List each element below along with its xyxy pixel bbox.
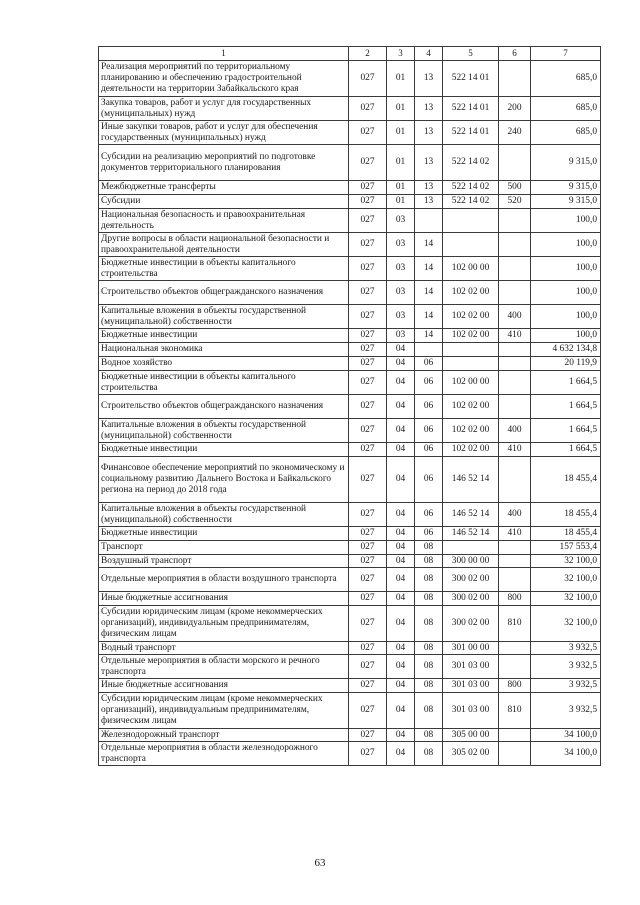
item-name: Финансовое обеспечение мероприятий по экономическому и социальному развитию Дальнего Востока и Байкальского региона на период до 2018 года (99, 457, 349, 503)
code-expense-type (499, 642, 531, 655)
item-name: Закупка товаров, работ и услуг для государственных (муниципальных) нужд (99, 97, 349, 121)
table-row (99, 357, 601, 371)
code-ministry: 027 (349, 742, 387, 766)
item-name: Другие вопросы в области национальной безопасности и правоохранительной деятельности (99, 233, 349, 257)
code-target: 522 14 01 (443, 121, 499, 145)
code-target: 522 14 01 (443, 61, 499, 97)
code-ministry: 027 (349, 503, 387, 527)
code-expense-type: 520 (499, 195, 531, 209)
code-subsection: 14 (415, 305, 443, 329)
code-expense-type (499, 568, 531, 592)
code-target (443, 357, 499, 371)
table-row (99, 419, 601, 443)
table-row (99, 503, 601, 527)
code-target: 300 00 00 (443, 555, 499, 568)
code-target: 301 03 00 (443, 693, 499, 729)
code-expense-type (499, 343, 531, 357)
amount: 3 932,5 (531, 693, 601, 729)
code-target: 300 02 00 (443, 592, 499, 606)
code-ministry: 027 (349, 592, 387, 606)
column-header: 3 (387, 47, 415, 61)
code-expense-type (499, 655, 531, 679)
code-section: 01 (387, 195, 415, 209)
amount: 18 455,4 (531, 457, 601, 503)
item-name: Бюджетные инвестиции (99, 443, 349, 457)
code-expense-type: 410 (499, 527, 531, 541)
code-ministry: 027 (349, 209, 387, 233)
amount: 18 455,4 (531, 527, 601, 541)
code-section: 03 (387, 281, 415, 305)
code-expense-type (499, 233, 531, 257)
code-target: 305 00 00 (443, 729, 499, 742)
code-target: 522 14 01 (443, 97, 499, 121)
code-section: 04 (387, 357, 415, 371)
code-expense-type: 810 (499, 693, 531, 729)
code-subsection: 08 (415, 642, 443, 655)
code-subsection: 06 (415, 371, 443, 395)
item-name: Капитальные вложения в объекты государственной (муниципальной) собственности (99, 305, 349, 329)
code-section: 03 (387, 233, 415, 257)
code-ministry: 027 (349, 329, 387, 343)
code-expense-type (499, 541, 531, 555)
code-ministry: 027 (349, 457, 387, 503)
table-row (99, 121, 601, 145)
table-row (99, 555, 601, 568)
code-section: 04 (387, 729, 415, 742)
code-subsection: 13 (415, 121, 443, 145)
table-row (99, 606, 601, 642)
code-subsection: 08 (415, 541, 443, 555)
code-ministry: 027 (349, 61, 387, 97)
amount: 685,0 (531, 97, 601, 121)
amount: 1 664,5 (531, 371, 601, 395)
code-ministry: 027 (349, 655, 387, 679)
code-section: 04 (387, 395, 415, 419)
code-target: 300 02 00 (443, 606, 499, 642)
code-section: 03 (387, 329, 415, 343)
amount: 32 100,0 (531, 568, 601, 592)
code-ministry: 027 (349, 181, 387, 195)
code-target: 301 00 00 (443, 642, 499, 655)
code-subsection: 06 (415, 527, 443, 541)
code-subsection: 13 (415, 181, 443, 195)
amount: 32 100,0 (531, 592, 601, 606)
code-subsection: 06 (415, 357, 443, 371)
code-subsection: 08 (415, 568, 443, 592)
code-section: 04 (387, 679, 415, 693)
header-row (99, 47, 601, 61)
code-section: 01 (387, 181, 415, 195)
code-ministry: 027 (349, 257, 387, 281)
table-row (99, 655, 601, 679)
code-section: 04 (387, 742, 415, 766)
code-expense-type: 800 (499, 679, 531, 693)
code-expense-type: 400 (499, 503, 531, 527)
table-row (99, 145, 601, 181)
column-header: 5 (443, 47, 499, 61)
code-target: 102 02 00 (443, 329, 499, 343)
amount: 20 119,9 (531, 357, 601, 371)
column-header: 6 (499, 47, 531, 61)
code-subsection: 13 (415, 195, 443, 209)
code-expense-type (499, 555, 531, 568)
column-header: 1 (99, 47, 349, 61)
table-body (99, 47, 601, 766)
code-target: 102 02 00 (443, 443, 499, 457)
code-expense-type (499, 395, 531, 419)
item-name: Бюджетные инвестиции (99, 329, 349, 343)
item-name: Водный транспорт (99, 642, 349, 655)
code-target (443, 233, 499, 257)
code-section: 04 (387, 343, 415, 357)
amount: 34 100,0 (531, 742, 601, 766)
amount: 1 664,5 (531, 395, 601, 419)
code-section: 04 (387, 568, 415, 592)
amount: 3 932,5 (531, 655, 601, 679)
item-name: Реализация мероприятий по территориальному планированию и обеспечению градостроительной деятельности на территории Забайкальского края (99, 61, 349, 97)
code-subsection: 08 (415, 693, 443, 729)
code-target: 300 02 00 (443, 568, 499, 592)
code-target: 102 00 00 (443, 257, 499, 281)
code-section: 04 (387, 457, 415, 503)
item-name: Бюджетные инвестиции в объекты капитального строительства (99, 257, 349, 281)
code-subsection: 08 (415, 742, 443, 766)
item-name: Субсидии юридическим лицам (кроме некоммерческих организаций), индивидуальным предпринимателям, физическим лицам (99, 606, 349, 642)
table-row (99, 592, 601, 606)
amount: 1 664,5 (531, 419, 601, 443)
code-subsection: 08 (415, 679, 443, 693)
item-name: Субсидии (99, 195, 349, 209)
code-expense-type: 810 (499, 606, 531, 642)
amount: 18 455,4 (531, 503, 601, 527)
code-target: 102 02 00 (443, 281, 499, 305)
code-ministry: 027 (349, 679, 387, 693)
item-name: Межбюджетные трансферты (99, 181, 349, 195)
page-number: 63 (314, 857, 326, 869)
item-name: Иные бюджетные ассигнования (99, 679, 349, 693)
item-name: Транспорт (99, 541, 349, 555)
code-ministry: 027 (349, 195, 387, 209)
code-section: 04 (387, 693, 415, 729)
code-target (443, 343, 499, 357)
code-ministry: 027 (349, 606, 387, 642)
item-name: Отдельные мероприятия в области воздушного транспорта (99, 568, 349, 592)
code-expense-type: 800 (499, 592, 531, 606)
table-row (99, 457, 601, 503)
column-header: 4 (415, 47, 443, 61)
amount: 9 315,0 (531, 195, 601, 209)
code-section: 04 (387, 592, 415, 606)
code-expense-type (499, 742, 531, 766)
amount: 685,0 (531, 121, 601, 145)
code-ministry: 027 (349, 371, 387, 395)
code-subsection: 14 (415, 281, 443, 305)
table-row (99, 679, 601, 693)
code-section: 04 (387, 555, 415, 568)
item-name: Отдельные мероприятия в области железнодорожного транспорта (99, 742, 349, 766)
amount: 100,0 (531, 305, 601, 329)
table-row (99, 329, 601, 343)
amount: 100,0 (531, 233, 601, 257)
table-row (99, 257, 601, 281)
code-subsection: 06 (415, 395, 443, 419)
amount: 9 315,0 (531, 145, 601, 181)
code-section: 03 (387, 257, 415, 281)
code-expense-type (499, 357, 531, 371)
code-subsection: 08 (415, 729, 443, 742)
code-ministry: 027 (349, 97, 387, 121)
column-header: 7 (531, 47, 601, 61)
item-name: Бюджетные инвестиции (99, 527, 349, 541)
amount: 100,0 (531, 257, 601, 281)
code-ministry: 027 (349, 443, 387, 457)
item-name: Национальная безопасность и правоохранительная деятельность (99, 209, 349, 233)
table-row (99, 395, 601, 419)
code-expense-type (499, 61, 531, 97)
table-row (99, 742, 601, 766)
table-row (99, 181, 601, 195)
code-ministry: 027 (349, 568, 387, 592)
amount: 100,0 (531, 329, 601, 343)
code-ministry: 027 (349, 395, 387, 419)
amount: 100,0 (531, 281, 601, 305)
code-ministry: 027 (349, 305, 387, 329)
code-ministry: 027 (349, 541, 387, 555)
amount: 3 932,5 (531, 642, 601, 655)
budget-table (98, 46, 601, 766)
code-ministry: 027 (349, 233, 387, 257)
code-target (443, 209, 499, 233)
code-ministry: 027 (349, 419, 387, 443)
code-section: 03 (387, 209, 415, 233)
code-section: 04 (387, 419, 415, 443)
table-row (99, 527, 601, 541)
code-expense-type: 410 (499, 443, 531, 457)
table-row (99, 281, 601, 305)
code-target: 301 03 00 (443, 655, 499, 679)
code-subsection: 13 (415, 97, 443, 121)
code-section: 01 (387, 97, 415, 121)
code-target: 102 02 00 (443, 395, 499, 419)
table-row (99, 642, 601, 655)
item-name: Отдельные мероприятия в области морского и речного транспорта (99, 655, 349, 679)
table-row (99, 371, 601, 395)
code-expense-type (499, 281, 531, 305)
amount: 1 664,5 (531, 443, 601, 457)
code-target: 102 00 00 (443, 371, 499, 395)
code-subsection: 08 (415, 555, 443, 568)
code-expense-type (499, 145, 531, 181)
code-subsection: 06 (415, 503, 443, 527)
code-subsection: 08 (415, 655, 443, 679)
table-row (99, 305, 601, 329)
code-subsection: 06 (415, 443, 443, 457)
code-subsection: 13 (415, 61, 443, 97)
code-section: 04 (387, 655, 415, 679)
column-header: 2 (349, 47, 387, 61)
item-name: Водное хозяйство (99, 357, 349, 371)
code-section: 01 (387, 145, 415, 181)
table-row (99, 61, 601, 97)
item-name: Воздушный транспорт (99, 555, 349, 568)
code-ministry: 027 (349, 357, 387, 371)
code-section: 04 (387, 606, 415, 642)
code-section: 04 (387, 642, 415, 655)
code-section: 04 (387, 443, 415, 457)
code-subsection: 13 (415, 145, 443, 181)
table-row (99, 343, 601, 357)
item-name: Иные бюджетные ассигнования (99, 592, 349, 606)
code-subsection: 14 (415, 257, 443, 281)
code-subsection: 14 (415, 329, 443, 343)
code-ministry: 027 (349, 555, 387, 568)
code-section: 04 (387, 371, 415, 395)
code-subsection: 14 (415, 233, 443, 257)
amount: 9 315,0 (531, 181, 601, 195)
amount: 100,0 (531, 209, 601, 233)
code-section: 01 (387, 61, 415, 97)
code-section: 01 (387, 121, 415, 145)
item-name: Капитальные вложения в объекты государственной (муниципальной) собственности (99, 503, 349, 527)
code-expense-type: 400 (499, 305, 531, 329)
item-name: Иные закупки товаров, работ и услуг для обеспечения государственных (муниципальных) нужд (99, 121, 349, 145)
amount: 4 632 134,8 (531, 343, 601, 357)
code-ministry: 027 (349, 527, 387, 541)
amount: 34 100,0 (531, 729, 601, 742)
code-subsection: 08 (415, 592, 443, 606)
item-name: Субсидии на реализацию мероприятий по подготовке документов территориального планирования (99, 145, 349, 181)
code-expense-type: 200 (499, 97, 531, 121)
table-row (99, 209, 601, 233)
code-ministry: 027 (349, 642, 387, 655)
code-subsection (415, 343, 443, 357)
code-expense-type: 500 (499, 181, 531, 195)
code-target: 522 14 02 (443, 181, 499, 195)
code-ministry: 027 (349, 121, 387, 145)
code-target: 102 02 00 (443, 419, 499, 443)
amount: 685,0 (531, 61, 601, 97)
code-ministry: 027 (349, 729, 387, 742)
code-target: 102 02 00 (443, 305, 499, 329)
code-target: 146 52 14 (443, 503, 499, 527)
amount: 32 100,0 (531, 555, 601, 568)
code-expense-type (499, 371, 531, 395)
item-name: Строительство объектов общегражданского назначения (99, 281, 349, 305)
code-target: 522 14 02 (443, 145, 499, 181)
item-name: Строительство объектов общегражданского назначения (99, 395, 349, 419)
code-target: 301 03 00 (443, 679, 499, 693)
table-row (99, 541, 601, 555)
code-expense-type (499, 257, 531, 281)
code-expense-type: 400 (499, 419, 531, 443)
table-row (99, 233, 601, 257)
code-ministry: 027 (349, 145, 387, 181)
code-subsection: 06 (415, 457, 443, 503)
table-row (99, 729, 601, 742)
code-expense-type (499, 209, 531, 233)
table-row (99, 195, 601, 209)
code-subsection: 06 (415, 419, 443, 443)
item-name: Капитальные вложения в объекты государственной (муниципальной) собственности (99, 419, 349, 443)
code-expense-type (499, 729, 531, 742)
code-expense-type: 410 (499, 329, 531, 343)
code-section: 04 (387, 541, 415, 555)
code-target (443, 541, 499, 555)
code-expense-type: 240 (499, 121, 531, 145)
code-target: 146 52 14 (443, 457, 499, 503)
table-row (99, 97, 601, 121)
code-subsection: 08 (415, 606, 443, 642)
code-subsection (415, 209, 443, 233)
amount: 32 100,0 (531, 606, 601, 642)
code-target: 305 02 00 (443, 742, 499, 766)
code-target: 522 14 02 (443, 195, 499, 209)
item-name: Железнодорожный транспорт (99, 729, 349, 742)
code-ministry: 027 (349, 343, 387, 357)
item-name: Бюджетные инвестиции в объекты капитального строительства (99, 371, 349, 395)
table-row (99, 443, 601, 457)
code-ministry: 027 (349, 281, 387, 305)
table-row (99, 693, 601, 729)
code-ministry: 027 (349, 693, 387, 729)
budget-document (98, 46, 600, 766)
code-expense-type (499, 457, 531, 503)
code-section: 04 (387, 527, 415, 541)
code-target: 146 52 14 (443, 527, 499, 541)
table-row (99, 568, 601, 592)
code-section: 04 (387, 503, 415, 527)
amount: 3 932,5 (531, 679, 601, 693)
code-section: 03 (387, 305, 415, 329)
item-name: Субсидии юридическим лицам (кроме некоммерческих организаций), индивидуальным предпринимателям, физическим лицам (99, 693, 349, 729)
item-name: Национальная экономика (99, 343, 349, 357)
amount: 157 553,4 (531, 541, 601, 555)
